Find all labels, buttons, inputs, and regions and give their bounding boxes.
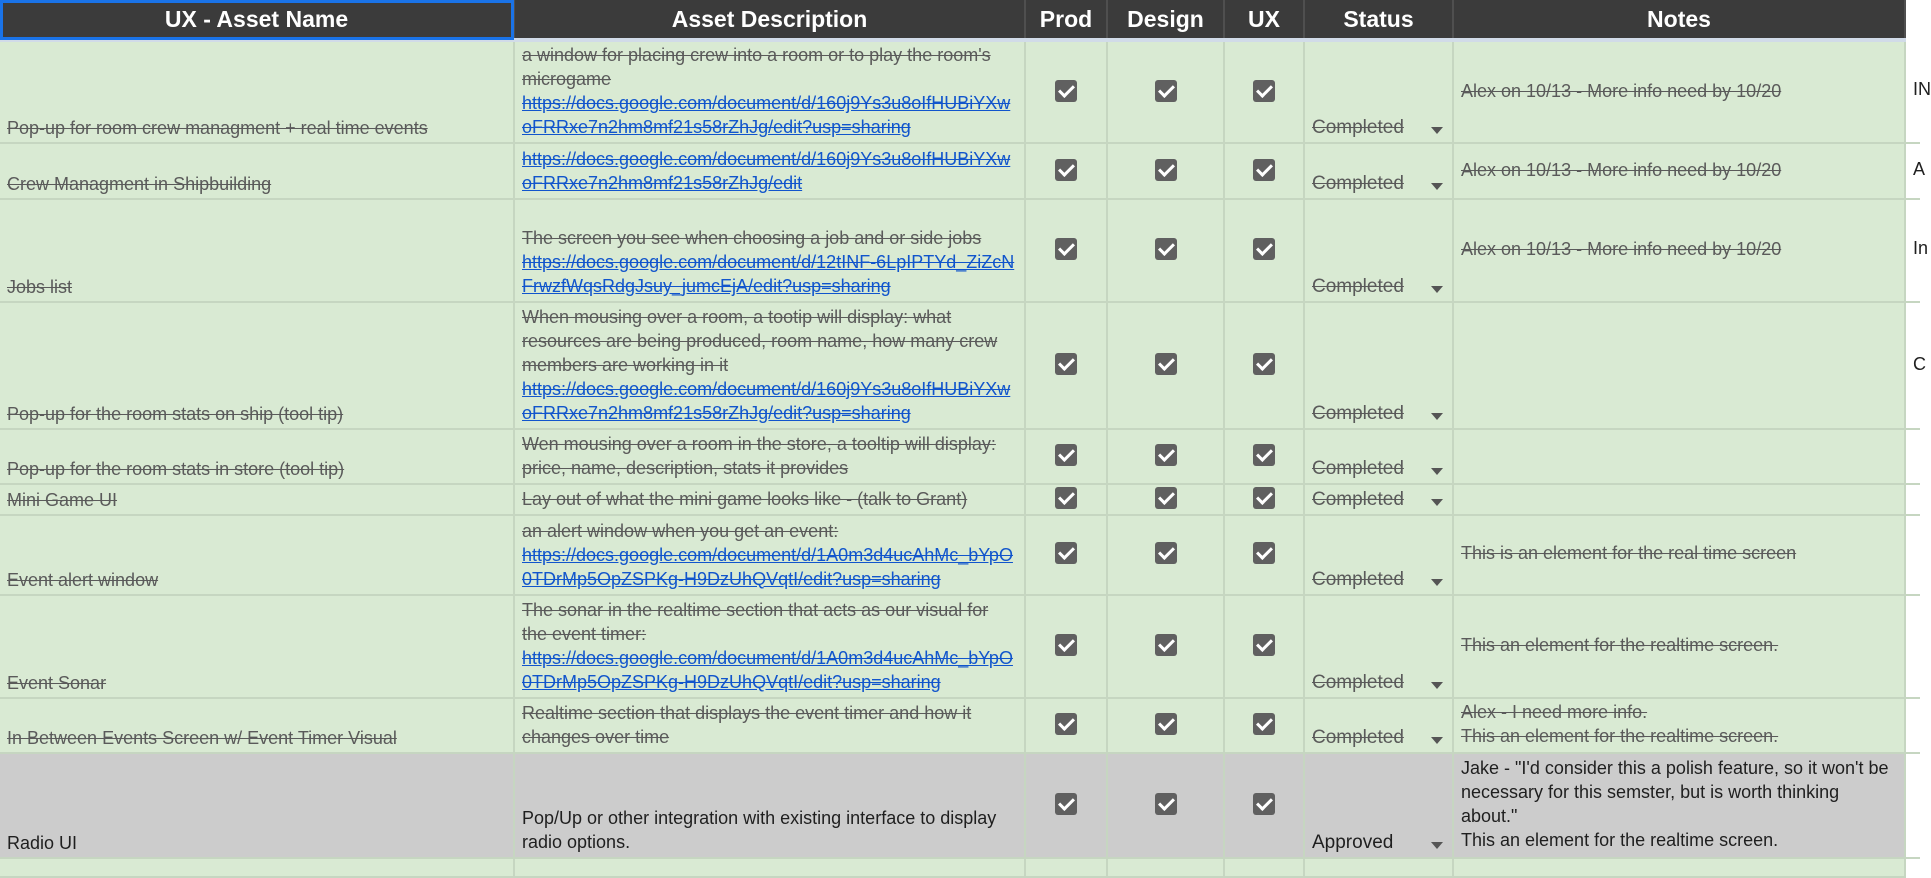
checkbox-checked-icon[interactable] [1253, 80, 1275, 102]
design-checkbox-cell[interactable] [1107, 595, 1224, 698]
next-column-cell[interactable] [1905, 595, 1920, 698]
status-value: Completed [1312, 672, 1404, 694]
asset-name-cell[interactable]: Radio UI [0, 753, 514, 857]
prod-checkbox-cell[interactable] [1025, 753, 1107, 857]
description-text: Realtime section that displays the event timer and how it changes over time [522, 703, 972, 748]
asset-name-cell[interactable]: Pop-up for the room stats on ship (tool tip) [0, 302, 514, 429]
checkbox-checked-icon[interactable] [1055, 353, 1077, 375]
empty-cell[interactable] [1107, 858, 1224, 877]
status-dropdown[interactable] [1304, 429, 1453, 484]
asset-name-cell[interactable]: Mini Game UI [0, 484, 514, 515]
ux-checkbox-cell[interactable] [1224, 484, 1304, 515]
prod-checkbox-cell[interactable] [1025, 199, 1107, 302]
checkbox-checked-icon[interactable] [1055, 793, 1077, 815]
empty-cell[interactable] [0, 858, 514, 877]
empty-cell[interactable] [1224, 858, 1304, 877]
asset-name-cell[interactable]: Pop-up for room crew managment + real time events [0, 40, 514, 143]
status-value: Completed [1312, 568, 1404, 590]
ux-checkbox-cell[interactable] [1224, 40, 1304, 143]
table-row [0, 484, 1920, 515]
checkbox-checked-icon[interactable] [1055, 80, 1077, 102]
design-checkbox-cell[interactable] [1107, 484, 1224, 515]
checkbox-checked-icon[interactable] [1155, 793, 1177, 815]
checkbox-checked-icon[interactable] [1055, 487, 1077, 509]
next-column-cell[interactable]: In [1905, 199, 1920, 302]
asset-name-cell[interactable]: Jobs list [0, 199, 514, 302]
dropdown-arrow-icon[interactable] [1431, 579, 1443, 586]
note-line: Alex on 10/13 - More info need by 10/20 [1461, 80, 1782, 101]
status-dropdown[interactable] [1304, 302, 1453, 429]
status-dropdown[interactable] [1304, 484, 1453, 515]
design-checkbox-cell[interactable] [1107, 199, 1224, 302]
column-header-notes[interactable]: Notes [1453, 0, 1905, 40]
checkbox-checked-icon[interactable] [1155, 80, 1177, 102]
dropdown-arrow-icon[interactable] [1431, 499, 1443, 506]
note-line: This an element for the realtime screen. [1461, 830, 1779, 851]
checkbox-checked-icon[interactable] [1055, 634, 1077, 656]
ux-checkbox-cell[interactable] [1224, 595, 1304, 698]
empty-cell[interactable] [514, 858, 1025, 877]
prod-checkbox-cell[interactable] [1025, 302, 1107, 429]
checkbox-checked-icon[interactable] [1253, 713, 1275, 735]
dropdown-arrow-icon[interactable] [1431, 842, 1443, 849]
description-link[interactable]: https://docs.google.com/document/d/160j9Ys3u8oIfHUBiYXwoFRRxe7n2hm8mf21s58rZhJg/edit?usp=sharing [522, 93, 1011, 138]
status-value: Completed [1312, 489, 1404, 511]
dropdown-arrow-icon[interactable] [1431, 682, 1443, 689]
status-dropdown[interactable] [1304, 698, 1453, 753]
dropdown-arrow-icon[interactable] [1431, 183, 1443, 190]
checkbox-checked-icon[interactable] [1253, 353, 1275, 375]
column-header-design[interactable]: Design [1107, 0, 1224, 40]
design-checkbox-cell[interactable] [1107, 698, 1224, 753]
asset-name-cell[interactable]: Pop-up for the room stats in store (tool tip) [0, 429, 514, 484]
checkbox-checked-icon[interactable] [1155, 159, 1177, 181]
description-link[interactable]: https://docs.google.com/document/d/1A0m3d4ucAhMc_bYpO0TDrMp5OpZSPKg-H9DzUhQVqtI/edit?usp=sharing [522, 648, 1013, 693]
column-header-overflow[interactable] [1905, 0, 1920, 40]
notes-cell[interactable] [1453, 515, 1905, 594]
note-line: This is an element for the real time screen [1461, 543, 1797, 564]
status-dropdown[interactable] [1304, 40, 1453, 143]
description-cell[interactable] [514, 302, 1025, 429]
dropdown-arrow-icon[interactable] [1431, 413, 1443, 420]
status-value: Completed [1312, 276, 1404, 298]
header-row [0, 0, 1920, 40]
status-value: Completed [1312, 727, 1404, 749]
prod-checkbox-cell[interactable] [1025, 515, 1107, 594]
checkbox-checked-icon[interactable] [1155, 713, 1177, 735]
design-checkbox-cell[interactable] [1107, 302, 1224, 429]
checkbox-checked-icon[interactable] [1253, 542, 1275, 564]
table-row [0, 858, 1920, 877]
asset-name-cell[interactable]: Event Sonar [0, 595, 514, 698]
dropdown-arrow-icon[interactable] [1431, 737, 1443, 744]
empty-cell[interactable] [1453, 858, 1905, 877]
table-row [0, 302, 1920, 429]
checkbox-checked-icon[interactable] [1253, 634, 1275, 656]
checkbox-checked-icon[interactable] [1253, 487, 1275, 509]
checkbox-checked-icon[interactable] [1155, 444, 1177, 466]
notes-cell[interactable] [1453, 302, 1905, 429]
notes-cell[interactable] [1453, 40, 1905, 143]
description-link[interactable]: https://docs.google.com/document/d/12tINF-6LpIPTYd_ZiZcNFrwzfWqsRdgJsuy_jumcEjA/edit?usp=sharing [522, 252, 1015, 297]
design-checkbox-cell[interactable] [1107, 429, 1224, 484]
asset-name-cell[interactable]: In Between Events Screen w/ Event Timer Visual [0, 698, 514, 753]
design-checkbox-cell[interactable] [1107, 515, 1224, 594]
ux-checkbox-cell[interactable] [1224, 515, 1304, 594]
description-cell[interactable] [514, 515, 1025, 594]
status-value: Completed [1312, 117, 1404, 139]
prod-checkbox-cell[interactable] [1025, 484, 1107, 515]
ux-checkbox-cell[interactable] [1224, 302, 1304, 429]
empty-cell[interactable] [1905, 858, 1920, 877]
checkbox-checked-icon[interactable] [1155, 542, 1177, 564]
column-header-ux[interactable]: UX [1224, 0, 1304, 40]
asset-name-cell[interactable]: Event alert window [0, 515, 514, 594]
design-checkbox-cell[interactable] [1107, 753, 1224, 857]
description-cell[interactable] [514, 595, 1025, 698]
table-row [0, 753, 1920, 857]
notes-cell[interactable] [1453, 143, 1905, 198]
description-cell[interactable] [514, 429, 1025, 484]
notes-cell[interactable] [1453, 484, 1905, 515]
checkbox-checked-icon[interactable] [1253, 238, 1275, 260]
description-text: The sonar in the realtime section that acts as our visual for the event timer: [522, 600, 989, 645]
checkbox-checked-icon[interactable] [1155, 634, 1177, 656]
description-link[interactable]: https://docs.google.com/document/d/160j9Ys3u8oIfHUBiYXwoFRRxe7n2hm8mf21s58rZhJg/edit [522, 148, 1011, 193]
ux-checkbox-cell[interactable] [1224, 429, 1304, 484]
prod-checkbox-cell[interactable] [1025, 40, 1107, 143]
description-cell[interactable] [514, 753, 1025, 857]
table-row [0, 40, 1920, 143]
column-header-status[interactable]: Status [1304, 0, 1453, 40]
checkbox-checked-icon[interactable] [1055, 713, 1077, 735]
table-row [0, 595, 1920, 698]
prod-checkbox-cell[interactable] [1025, 429, 1107, 484]
next-column-cell[interactable] [1905, 429, 1920, 484]
description-text: a window for placing crew into a room or to play the room's microgame [522, 45, 991, 90]
notes-cell[interactable] [1453, 199, 1905, 302]
table-row [0, 429, 1920, 484]
checkbox-checked-icon[interactable] [1155, 353, 1177, 375]
status-dropdown[interactable] [1304, 143, 1453, 198]
dropdown-arrow-icon[interactable] [1431, 127, 1443, 134]
status-dropdown[interactable] [1304, 199, 1453, 302]
ux-checkbox-cell[interactable] [1224, 753, 1304, 857]
ux-checkbox-cell[interactable] [1224, 199, 1304, 302]
description-text: The screen you see when choosing a job and or side jobs [522, 228, 982, 249]
description-cell[interactable] [514, 484, 1025, 515]
checkbox-checked-icon[interactable] [1055, 542, 1077, 564]
status-value: Completed [1312, 172, 1404, 194]
next-column-cell[interactable] [1905, 484, 1920, 515]
ux-checkbox-cell[interactable] [1224, 143, 1304, 198]
table-row [0, 199, 1920, 302]
column-header-prod[interactable]: Prod [1025, 0, 1107, 40]
empty-cell[interactable] [1025, 858, 1107, 877]
table-row [0, 143, 1920, 198]
design-checkbox-cell[interactable] [1107, 40, 1224, 143]
status-dropdown[interactable] [1304, 595, 1453, 698]
ux-checkbox-cell[interactable] [1224, 698, 1304, 753]
next-column-cell[interactable]: C [1905, 302, 1920, 429]
checkbox-checked-icon[interactable] [1253, 159, 1275, 181]
description-cell[interactable] [514, 40, 1025, 143]
table-body [0, 40, 1931, 877]
table-row [0, 515, 1920, 594]
table-row [0, 698, 1920, 753]
note-line: This an element for the realtime screen. [1461, 726, 1779, 747]
note-line: Alex on 10/13 - More info need by 10/20 [1461, 238, 1782, 259]
description-link[interactable]: https://docs.google.com/document/d/1A0m3d4ucAhMc_bYpO0TDrMp5OpZSPKg-H9DzUhQVqtI/edit?usp=sharing [522, 544, 1013, 589]
description-link[interactable]: https://docs.google.com/document/d/160j9Ys3u8oIfHUBiYXwoFRRxe7n2hm8mf21s58rZhJg/edit?usp=sharing [522, 378, 1011, 423]
notes-cell[interactable] [1453, 595, 1905, 698]
description-text: an alert window when you get an event: [522, 520, 839, 541]
dropdown-arrow-icon[interactable] [1431, 286, 1443, 293]
prod-checkbox-cell[interactable] [1025, 143, 1107, 198]
description-text: Pop/Up or other integration with existing interface to display radio options. [522, 807, 997, 852]
next-column-cell[interactable] [1905, 515, 1920, 594]
checkbox-checked-icon[interactable] [1253, 793, 1275, 815]
checkbox-checked-icon[interactable] [1055, 159, 1077, 181]
status-value: Approved [1312, 831, 1394, 853]
notes-cell[interactable] [1453, 698, 1905, 753]
description-cell[interactable] [514, 698, 1025, 753]
prod-checkbox-cell[interactable] [1025, 698, 1107, 753]
next-column-cell[interactable]: IN [1905, 40, 1920, 143]
checkbox-checked-icon[interactable] [1253, 444, 1275, 466]
checkbox-checked-icon[interactable] [1155, 487, 1177, 509]
description-text: Wen mousing over a room in the store, a tooltip will display: price, name, description, stats it provides [522, 434, 996, 479]
description-cell[interactable] [514, 143, 1025, 198]
notes-cell[interactable] [1453, 429, 1905, 484]
dropdown-arrow-icon[interactable] [1431, 468, 1443, 475]
prod-checkbox-cell[interactable] [1025, 595, 1107, 698]
next-column-cell[interactable] [1905, 698, 1920, 753]
asset-name-cell[interactable]: Crew Managment in Shipbuilding [0, 143, 514, 198]
notes-cell[interactable] [1453, 753, 1905, 857]
note-line: Alex - I need more info. [1461, 702, 1648, 723]
empty-cell[interactable] [1304, 858, 1453, 877]
checkbox-checked-icon[interactable] [1055, 238, 1077, 260]
next-column-cell[interactable] [1905, 753, 1920, 857]
note-line: Alex on 10/13 - More info need by 10/20 [1461, 159, 1782, 180]
status-value: Completed [1312, 458, 1404, 480]
status-value: Completed [1312, 402, 1404, 424]
column-header-asset-name[interactable]: UX - Asset Name [0, 0, 514, 40]
note-line: This an element for the realtime screen. [1461, 634, 1779, 655]
checkbox-checked-icon[interactable] [1055, 444, 1077, 466]
status-dropdown[interactable] [1304, 753, 1453, 857]
design-checkbox-cell[interactable] [1107, 143, 1224, 198]
note-line: Jake - "I'd consider this a polish feature, so it won't be necessary for this semster, but is worth thinking about." [1461, 758, 1889, 827]
description-text: When mousing over a room, a tootip will display: what resources are being produced, room name, how many crew members are working in it [522, 306, 998, 375]
description-cell[interactable] [514, 199, 1025, 302]
column-header-description[interactable]: Asset Description [514, 0, 1025, 40]
status-dropdown[interactable] [1304, 515, 1453, 594]
checkbox-checked-icon[interactable] [1155, 238, 1177, 260]
next-column-cell[interactable]: A [1905, 143, 1920, 198]
description-text: Lay out of what the mini game looks like - (talk to Grant) [522, 489, 968, 510]
